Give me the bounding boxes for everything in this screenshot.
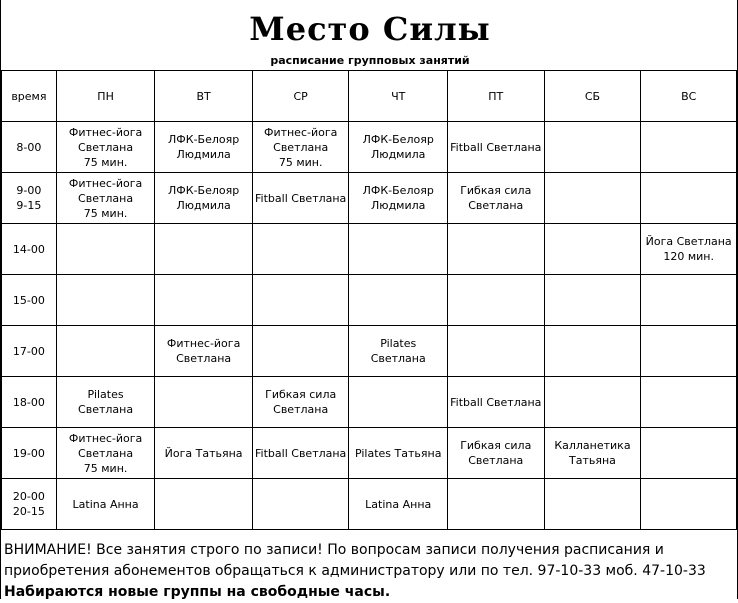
- time-label: 17-00: [12, 344, 45, 358]
- notice-line: приобретения абонементов обращаться к администратору или по тел. 97-10-33 моб. 47-10-33: [4, 563, 706, 579]
- time-label: 20-00: [12, 490, 45, 503]
- table-row: [2, 122, 737, 173]
- class-cell: [641, 224, 737, 275]
- table-row: [2, 479, 737, 530]
- class-text: Калланетика: [554, 439, 631, 452]
- class-cell: [447, 377, 544, 428]
- class-cell: [252, 173, 349, 224]
- empty-cell: [252, 224, 349, 275]
- class-text: Latina Анна: [72, 497, 139, 511]
- class-text: 75 мин.: [83, 461, 128, 475]
- class-text: Светлана: [273, 403, 329, 416]
- class-text: Татьяна: [569, 454, 616, 467]
- table-row: [2, 326, 737, 377]
- schedule-table: [1, 70, 737, 530]
- empty-cell: [641, 275, 737, 326]
- class-cell: [349, 122, 448, 173]
- empty-cell: [155, 377, 253, 428]
- time-label: 19-00: [12, 446, 45, 460]
- page-title: Место Силы: [249, 10, 491, 48]
- class-text: Фитнес-йога: [166, 337, 241, 350]
- class-text: Йога Светлана: [645, 235, 732, 248]
- column-header: время: [2, 71, 57, 122]
- header-row: [2, 71, 737, 122]
- class-text: 120 мин.: [663, 250, 714, 263]
- class-text: Светлана: [468, 454, 524, 467]
- class-text: Людмила: [371, 199, 426, 212]
- class-cell: [56, 428, 155, 479]
- empty-cell: [641, 377, 737, 428]
- time-label: 20-15: [12, 505, 45, 518]
- notice-new-groups: Набираются новые группы на свободные часы.: [4, 584, 391, 600]
- empty-cell: [447, 326, 544, 377]
- class-cell: [349, 326, 448, 377]
- time-cell: [2, 479, 57, 530]
- empty-cell: [544, 377, 641, 428]
- class-text: Fitball Светлана: [255, 446, 347, 460]
- class-cell: [56, 122, 155, 173]
- class-text: Людмила: [371, 148, 426, 161]
- class-text: Светлана: [468, 199, 524, 212]
- empty-cell: [447, 275, 544, 326]
- empty-cell: [155, 224, 253, 275]
- class-cell: [56, 479, 155, 530]
- notice-line: ВНИМАНИЕ! Все занятия строго по записи! По вопросам записи получения расписания и: [4, 542, 664, 558]
- class-text: Fitball Светлана: [450, 395, 542, 409]
- class-text: Фитнес-йога: [68, 176, 143, 190]
- class-text: ЛФК-Белояр: [168, 184, 240, 197]
- class-cell: [155, 122, 253, 173]
- empty-cell: [641, 173, 737, 224]
- class-cell: [544, 428, 641, 479]
- class-text: Pilates Светлана: [78, 388, 134, 416]
- class-text: Гибкая сила: [460, 184, 532, 197]
- empty-cell: [349, 377, 448, 428]
- time-label: 9-15: [16, 199, 42, 212]
- empty-cell: [56, 275, 155, 326]
- class-text: Людмила: [176, 199, 231, 212]
- class-cell: [56, 377, 155, 428]
- class-text: 75 мин.: [83, 155, 128, 169]
- time-cell: [2, 224, 57, 275]
- class-cell: [155, 428, 253, 479]
- column-header: ПТ: [447, 71, 544, 122]
- class-text: Fitball Светлана: [450, 140, 542, 154]
- column-header: СБ: [544, 71, 641, 122]
- empty-cell: [544, 173, 641, 224]
- class-text: Йога Татьяна: [164, 446, 243, 460]
- column-header: ПН: [56, 71, 155, 122]
- time-cell: [2, 122, 57, 173]
- time-cell: [2, 377, 57, 428]
- class-text: Светлана: [78, 446, 134, 460]
- empty-cell: [252, 479, 349, 530]
- class-cell: [447, 122, 544, 173]
- class-cell: [349, 428, 448, 479]
- time-label: 14-00: [12, 242, 45, 256]
- class-text: Светлана: [78, 191, 134, 205]
- empty-cell: [544, 479, 641, 530]
- empty-cell: [349, 224, 448, 275]
- empty-cell: [56, 224, 155, 275]
- empty-cell: [349, 275, 448, 326]
- time-label: 8-00: [16, 140, 42, 154]
- time-cell: [2, 275, 57, 326]
- class-cell: [447, 428, 544, 479]
- class-cell: [252, 377, 349, 428]
- class-text: Fitball Светлана: [255, 191, 347, 205]
- time-cell: [2, 173, 57, 224]
- empty-cell: [544, 122, 641, 173]
- class-cell: [252, 428, 349, 479]
- class-text: Pilates Татьяна: [354, 446, 442, 460]
- class-cell: [155, 326, 253, 377]
- empty-cell: [544, 224, 641, 275]
- empty-cell: [641, 479, 737, 530]
- class-text: Светлана: [78, 140, 134, 154]
- empty-cell: [252, 326, 349, 377]
- column-header: СР: [252, 71, 349, 122]
- class-cell: [155, 173, 253, 224]
- empty-cell: [56, 326, 155, 377]
- class-cell: [252, 122, 349, 173]
- column-header: ЧТ: [349, 71, 448, 122]
- class-text: Фитнес-йога: [68, 125, 143, 139]
- class-text: Гибкая сила: [460, 439, 532, 452]
- table-row: [2, 275, 737, 326]
- empty-cell: [447, 224, 544, 275]
- time-label: 15-00: [12, 293, 45, 307]
- time-cell: [2, 428, 57, 479]
- class-cell: [447, 173, 544, 224]
- time-label: 18-00: [12, 395, 45, 409]
- column-header: ВС: [641, 71, 737, 122]
- notice: [4, 540, 736, 603]
- time-label: 9-00: [16, 184, 42, 197]
- class-cell: [56, 173, 155, 224]
- empty-cell: [641, 122, 737, 173]
- page-subtitle: расписание групповых занятий: [270, 54, 470, 67]
- class-cell: [349, 479, 448, 530]
- class-cell: [349, 173, 448, 224]
- empty-cell: [252, 275, 349, 326]
- table-row: [2, 428, 737, 479]
- table-row: [2, 377, 737, 428]
- column-header: ВТ: [155, 71, 253, 122]
- table-row: [2, 224, 737, 275]
- empty-cell: [544, 275, 641, 326]
- empty-cell: [641, 428, 737, 479]
- class-text: Фитнес-йога: [68, 431, 143, 445]
- time-cell: [2, 326, 57, 377]
- class-text: Людмила: [176, 148, 231, 161]
- class-text: Фитнес-йога: [263, 125, 338, 139]
- empty-cell: [447, 479, 544, 530]
- class-text: ЛФК-Белояр: [168, 133, 240, 146]
- class-text: Latina Анна: [365, 497, 432, 511]
- class-text: Светлана: [176, 352, 232, 365]
- class-text: 75 мин.: [278, 155, 323, 169]
- class-text: ЛФК-Белояр: [362, 184, 434, 197]
- table-row: [2, 173, 737, 224]
- empty-cell: [641, 326, 737, 377]
- class-text: Pilates Светлана: [370, 337, 426, 365]
- class-text: Светлана: [273, 140, 329, 154]
- empty-cell: [155, 275, 253, 326]
- class-text: Гибкая сила: [265, 388, 337, 401]
- class-text: 75 мин.: [83, 206, 128, 220]
- class-text: ЛФК-Белояр: [362, 133, 434, 146]
- empty-cell: [155, 479, 253, 530]
- empty-cell: [544, 326, 641, 377]
